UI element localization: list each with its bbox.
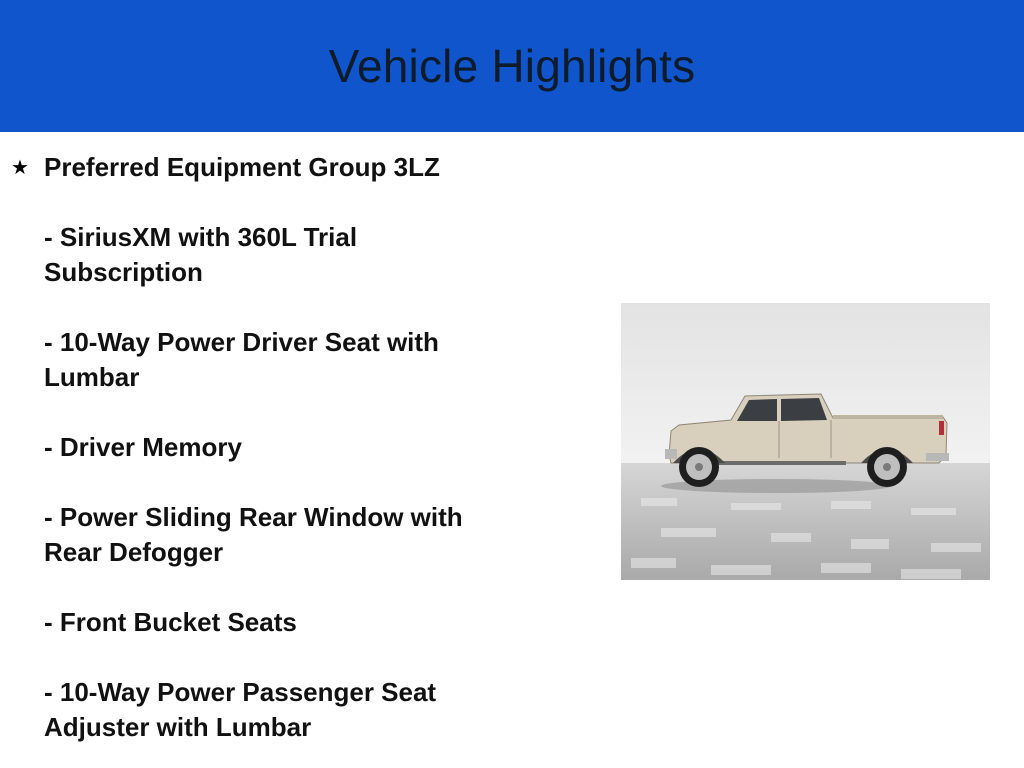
- front-wheel: [679, 447, 719, 487]
- page-title: Vehicle Highlights: [328, 40, 696, 92]
- highlight-line: [44, 465, 564, 500]
- highlight-line: - 10-Way Power Passenger Seat: [44, 677, 437, 707]
- highlight-line: Rear Defogger: [44, 537, 224, 567]
- highlights-text: [44, 150, 564, 745]
- header-banner: [0, 0, 1024, 132]
- highlight-line: Adjuster with Lumbar: [44, 712, 312, 742]
- highlight-line: - Power Sliding Rear Window with: [44, 502, 463, 532]
- highlight-line: [44, 640, 564, 675]
- highlight-line: Subscription: [44, 257, 203, 287]
- rear-wheel: [867, 447, 907, 487]
- highlight-line: - SiriusXM with 360L Trial: [44, 222, 358, 252]
- highlight-line: [44, 395, 564, 430]
- highlight-line: - 10-Way Power Driver Seat with: [44, 327, 439, 357]
- highlight-line: [44, 290, 564, 325]
- vehicle-photo: [621, 303, 990, 580]
- highlight-line: Preferred Equipment Group 3LZ: [44, 152, 440, 182]
- highlight-line: - Front Bucket Seats: [44, 607, 297, 637]
- highlight-line: - Driver Memory: [44, 432, 242, 462]
- highlight-line: [44, 185, 564, 220]
- star-icon: ★: [11, 155, 29, 179]
- highlight-line: [44, 570, 564, 605]
- highlight-line: Lumbar: [44, 362, 140, 392]
